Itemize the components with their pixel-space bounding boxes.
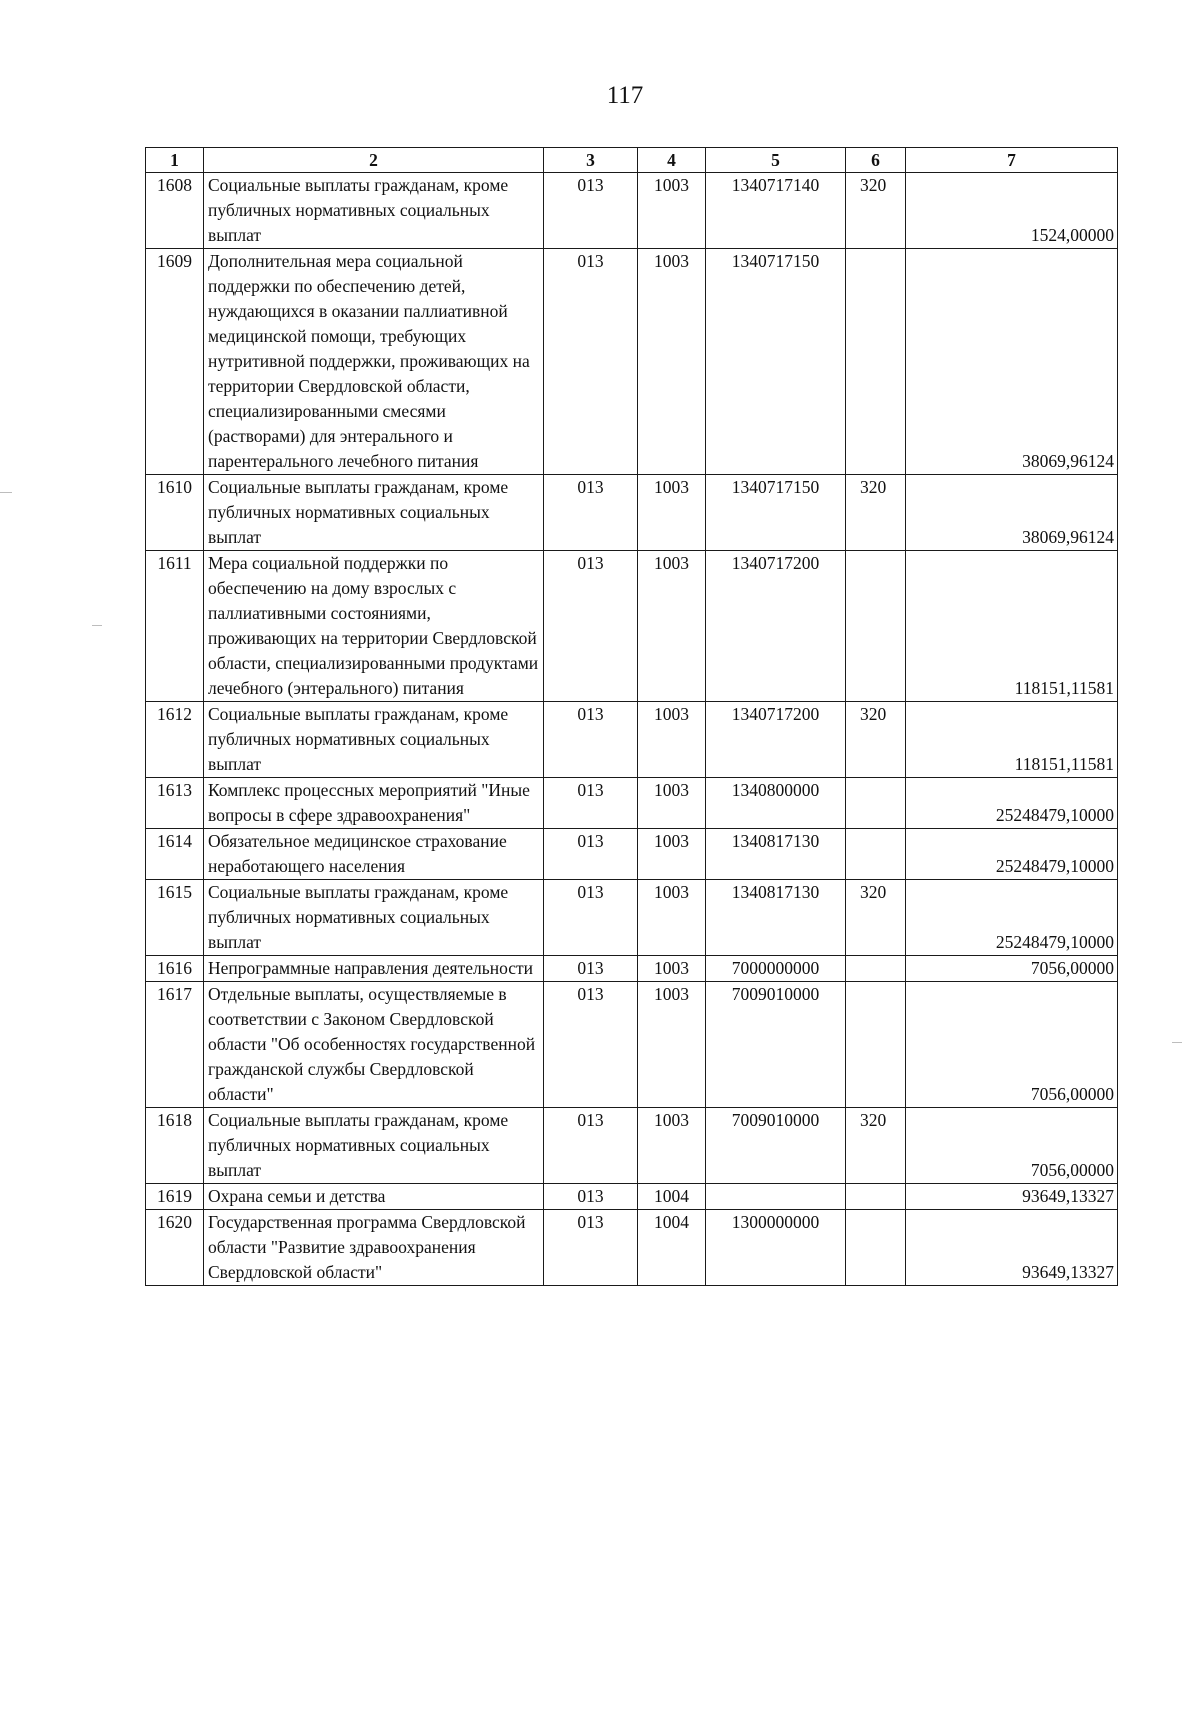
header-col-5: 5 (706, 148, 846, 173)
row-code-col3: 013 (544, 880, 638, 956)
row-amount: 38069,96124 (906, 475, 1118, 551)
row-code-col4: 1004 (638, 1184, 706, 1210)
row-code-col4: 1003 (638, 1108, 706, 1184)
row-code-col5: 1340817130 (706, 880, 846, 956)
row-code-col6: 320 (846, 702, 906, 778)
row-code-col6 (846, 551, 906, 702)
row-code-col3: 013 (544, 702, 638, 778)
row-code-col6 (846, 778, 906, 829)
row-code-col3: 013 (544, 1108, 638, 1184)
row-code-col4: 1003 (638, 475, 706, 551)
row-code-col6 (846, 982, 906, 1108)
row-amount: 25248479,10000 (906, 778, 1118, 829)
row-amount: 25248479,10000 (906, 880, 1118, 956)
header-col-1: 1 (146, 148, 204, 173)
table-row (146, 1210, 1118, 1286)
table-row (146, 1184, 1118, 1210)
row-code-col6: 320 (846, 880, 906, 956)
row-name: Государственная программа Свердловской области "Развитие здравоохранения Свердловской области" (204, 1210, 544, 1286)
table-row (146, 880, 1118, 956)
table-row (146, 1108, 1118, 1184)
row-amount: 1524,00000 (906, 173, 1118, 249)
row-number: 1609 (146, 249, 204, 475)
row-code-col5: 7009010000 (706, 1108, 846, 1184)
header-col-7: 7 (906, 148, 1118, 173)
row-code-col5: 1340800000 (706, 778, 846, 829)
row-code-col5: 1340717200 (706, 702, 846, 778)
row-number: 1617 (146, 982, 204, 1108)
row-code-col6 (846, 956, 906, 982)
table-row (146, 778, 1118, 829)
header-col-4: 4 (638, 148, 706, 173)
row-code-col4: 1003 (638, 249, 706, 475)
row-code-col5: 7009010000 (706, 982, 846, 1108)
row-code-col5: 7000000000 (706, 956, 846, 982)
table-row (146, 956, 1118, 982)
scan-artifact (0, 492, 12, 493)
row-code-col5: 1340717140 (706, 173, 846, 249)
table-row (146, 249, 1118, 475)
row-code-col4: 1003 (638, 982, 706, 1108)
row-code-col5: 1340717150 (706, 475, 846, 551)
row-number: 1608 (146, 173, 204, 249)
row-code-col6: 320 (846, 1108, 906, 1184)
row-code-col4: 1003 (638, 778, 706, 829)
row-amount: 93649,13327 (906, 1184, 1118, 1210)
table-row (146, 475, 1118, 551)
row-number: 1618 (146, 1108, 204, 1184)
row-code-col5: 1340817130 (706, 829, 846, 880)
row-code-col4: 1003 (638, 956, 706, 982)
row-amount: 118151,11581 (906, 551, 1118, 702)
header-col-2: 2 (204, 148, 544, 173)
row-code-col5: 1340717200 (706, 551, 846, 702)
header-row (146, 148, 1118, 173)
scan-artifact (1172, 1042, 1182, 1043)
header-col-3: 3 (544, 148, 638, 173)
row-amount: 38069,96124 (906, 249, 1118, 475)
row-name: Охрана семьи и детства (204, 1184, 544, 1210)
row-amount: 118151,11581 (906, 702, 1118, 778)
row-name: Социальные выплаты гражданам, кроме публичных нормативных социальных выплат (204, 475, 544, 551)
table-header (146, 148, 1118, 173)
row-number: 1616 (146, 956, 204, 982)
row-code-col6 (846, 249, 906, 475)
row-code-col4: 1003 (638, 702, 706, 778)
header-col-6: 6 (846, 148, 906, 173)
page-number: 117 (606, 82, 644, 109)
row-code-col3: 013 (544, 551, 638, 702)
row-code-col6 (846, 829, 906, 880)
row-code-col3: 013 (544, 249, 638, 475)
row-amount: 7056,00000 (906, 982, 1118, 1108)
row-name: Отдельные выплаты, осуществляемые в соответствии с Законом Свердловской области "Об особенностях государственной гражданской службы Свердловской области" (204, 982, 544, 1108)
row-number: 1610 (146, 475, 204, 551)
row-amount: 7056,00000 (906, 956, 1118, 982)
row-code-col6: 320 (846, 475, 906, 551)
row-name: Комплекс процессных мероприятий "Иные вопросы в сфере здравоохранения" (204, 778, 544, 829)
row-code-col4: 1004 (638, 1210, 706, 1286)
row-name: Дополнительная мера социальной поддержки по обеспечению детей, нуждающихся в оказании паллиативной медицинской помощи, требующих нутритивной поддержки, проживающих на территории Свердловской области, специализированными смесями (растворами) для энтерального и парентерального лечебного питания (204, 249, 544, 475)
row-code-col4: 1003 (638, 173, 706, 249)
row-number: 1612 (146, 702, 204, 778)
row-amount: 7056,00000 (906, 1108, 1118, 1184)
row-code-col3: 013 (544, 778, 638, 829)
row-code-col6 (846, 1184, 906, 1210)
row-name: Мера социальной поддержки по обеспечению на дому взрослых с паллиативными состояниями, проживающих на территории Свердловской области, специализированными продуктами лечебного (энтерального) питания (204, 551, 544, 702)
row-name: Непрограммные направления деятельности (204, 956, 544, 982)
row-name: Социальные выплаты гражданам, кроме публичных нормативных социальных выплат (204, 173, 544, 249)
budget-table (145, 147, 1118, 1286)
row-code-col4: 1003 (638, 551, 706, 702)
table-row (146, 829, 1118, 880)
scan-artifact (92, 625, 102, 626)
row-number: 1611 (146, 551, 204, 702)
row-number: 1619 (146, 1184, 204, 1210)
row-code-col3: 013 (544, 1210, 638, 1286)
row-code-col6: 320 (846, 173, 906, 249)
row-code-col5: 1340717150 (706, 249, 846, 475)
table-row (146, 551, 1118, 702)
row-code-col3: 013 (544, 1184, 638, 1210)
table-row (146, 982, 1118, 1108)
row-number: 1615 (146, 880, 204, 956)
row-code-col3: 013 (544, 956, 638, 982)
row-code-col4: 1003 (638, 829, 706, 880)
row-code-col5: 1300000000 (706, 1210, 846, 1286)
table-body (146, 173, 1118, 1286)
row-amount: 25248479,10000 (906, 829, 1118, 880)
row-name: Обязательное медицинское страхование неработающего населения (204, 829, 544, 880)
row-code-col3: 013 (544, 173, 638, 249)
row-number: 1613 (146, 778, 204, 829)
row-name: Социальные выплаты гражданам, кроме публичных нормативных социальных выплат (204, 1108, 544, 1184)
row-name: Социальные выплаты гражданам, кроме публичных нормативных социальных выплат (204, 880, 544, 956)
row-code-col3: 013 (544, 475, 638, 551)
row-code-col3: 013 (544, 829, 638, 880)
row-code-col4: 1003 (638, 880, 706, 956)
row-code-col5 (706, 1184, 846, 1210)
row-amount: 93649,13327 (906, 1210, 1118, 1286)
row-name: Социальные выплаты гражданам, кроме публичных нормативных социальных выплат (204, 702, 544, 778)
row-number: 1620 (146, 1210, 204, 1286)
row-code-col3: 013 (544, 982, 638, 1108)
row-code-col6 (846, 1210, 906, 1286)
table-row (146, 173, 1118, 249)
row-number: 1614 (146, 829, 204, 880)
table-row (146, 702, 1118, 778)
